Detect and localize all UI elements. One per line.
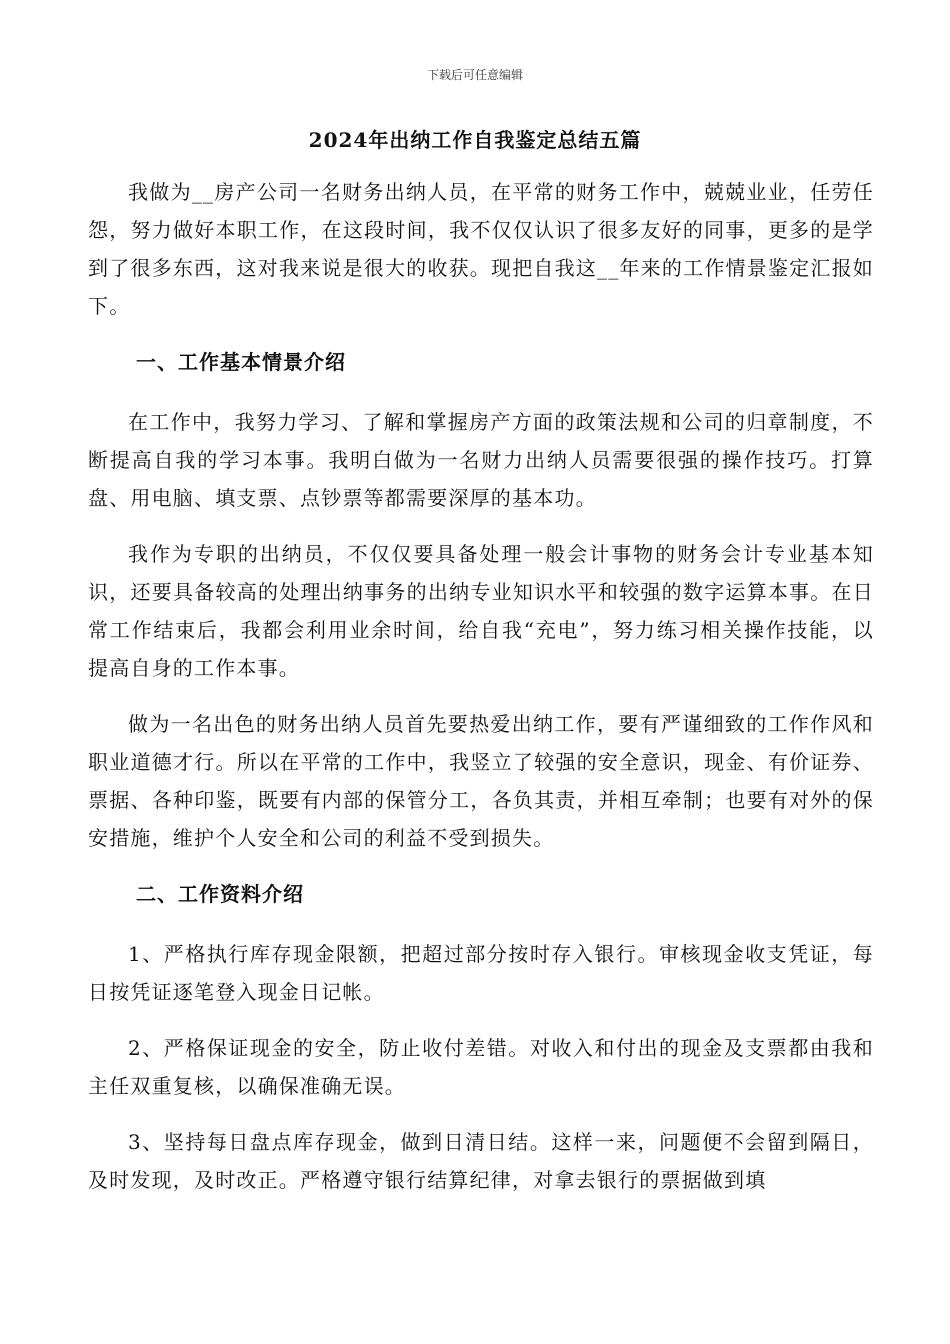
list-item-3: 3、坚持每日盘点库存现金，做到日清日结。这样一来，问题便不会留到隔日，及时发现，及时改正。严格遵守银行结算纪律，对拿去银行的票据做到填 (88, 1130, 874, 1192)
paragraph-ethics: 做为一名出色的财务出纳人员首先要热爱出纳工作，要有严谨细致的工作作风和职业道德才行。所以在平常的工作中，我竖立了较强的安全意识，现金、有价证券、票据、各种印鉴，既要有内部的保管分工，各负其责，并相互牵制；也要有对外的保安措施，维护个人安全和公司的利益不受到损失。 (88, 712, 874, 850)
paragraph-skills: 我作为专职的出纳员，不仅仅要具备处理一般会计事物的财务会计专业基本知识，还要具备较高的处理出纳事务的出纳专业知识水平和较强的数字运算本事。在日常工作结束后，我都会利用业余时间，给自我“充电”，努力练习相关操作技能，以提高自身的工作本事。 (88, 542, 874, 680)
list-item-2: 2、严格保证现金的安全，防止收付差错。对收入和付出的现金及支票都由我和主任双重复核，以确保准确无误。 (88, 1036, 874, 1098)
section-heading-1: 一、工作基本情景介绍 (136, 350, 346, 374)
list-item-1: 1、严格执行库存现金限额，把超过部分按时存入银行。审核现金收支凭证，每日按凭证逐笔登入现金日记帐。 (88, 942, 874, 1004)
document-body (88, 173, 874, 1217)
section-heading-2: 二、工作资料介绍 (136, 882, 304, 906)
header-note: 下载后可任意编辑 (426, 68, 523, 82)
document-title: 2024年出纳工作自我鉴定总结五篇 (308, 128, 642, 152)
paragraph-study: 在工作中，我努力学习、了解和掌握房产方面的政策法规和公司的归章制度，不断提高自我的学习本事。我明白做为一名财力出纳人员需要很强的操作技巧。打算盘、用电脑、填支票、点钞票等都需要深厚的基本功。 (88, 410, 874, 510)
paragraph-intro: 我做为__房产公司一名财务出纳人员，在平常的财务工作中，兢兢业业，任劳任怨，努力做好本职工作，在这段时间，我不仅仅认识了很多友好的同事，更多的是学到了很多东西，这对我来说是很大的收获。现把自我这__年来的工作情景鉴定汇报如下。 (88, 180, 874, 318)
